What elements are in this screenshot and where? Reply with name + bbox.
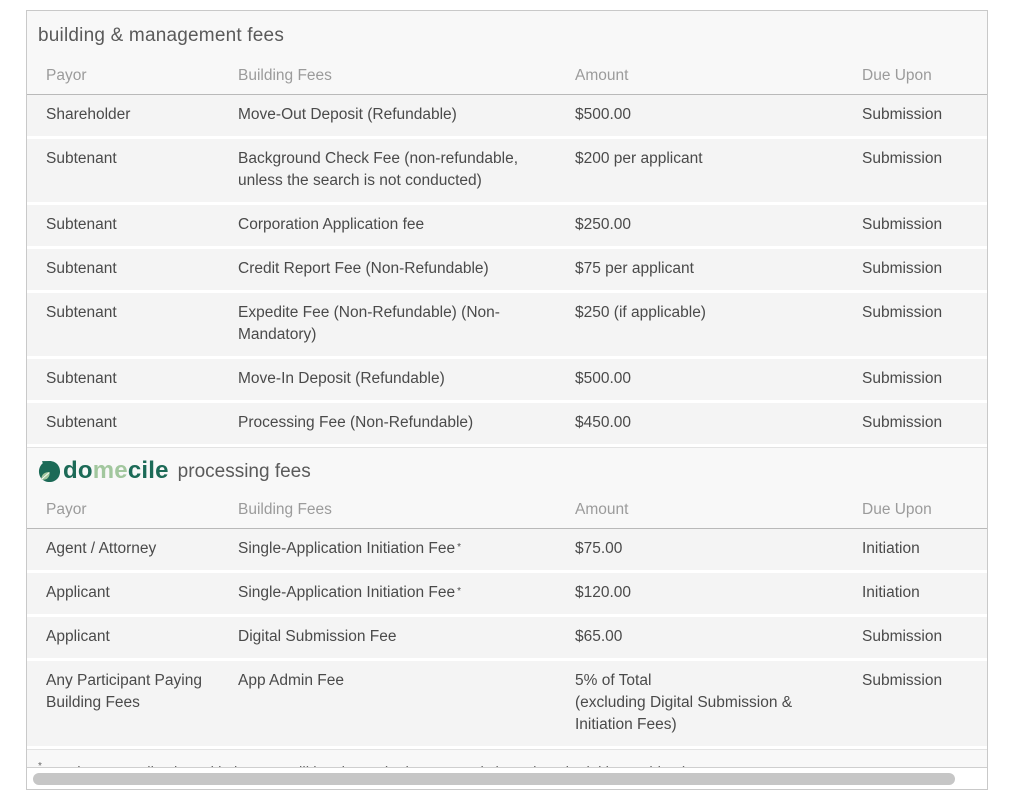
table-row — [27, 249, 987, 293]
amount-cell — [575, 626, 862, 648]
amount-cell — [575, 104, 862, 126]
amount-value: $120.00 — [575, 584, 632, 601]
amount-cell — [575, 538, 862, 560]
table-row — [27, 359, 987, 403]
table-row — [27, 529, 987, 573]
fees-panel — [26, 10, 988, 790]
payor-cell: Agent / Attorney — [46, 540, 157, 557]
logo-part: do — [63, 457, 93, 484]
table-row — [27, 293, 987, 359]
due-upon-cell: Submission — [862, 216, 943, 233]
column-header-building-fees: Building Fees — [238, 67, 332, 84]
amount-value: 5% of Total — [575, 672, 652, 689]
amount-value: $200 per applicant — [575, 150, 703, 167]
payor-cell: Subtenant — [46, 370, 117, 387]
fee-name-cell: App Admin Fee — [238, 672, 344, 689]
fee-name-cell: Expedite Fee (Non-Refundable) (Non-Mandatory) — [238, 304, 500, 343]
due-upon-cell: Submission — [862, 414, 943, 431]
amount-value: $65.00 — [575, 628, 623, 645]
payor-cell: Subtenant — [46, 150, 117, 167]
column-headers — [27, 493, 987, 529]
domecile-logo-icon — [38, 460, 61, 483]
fee-rows — [27, 529, 987, 749]
table-row — [27, 95, 987, 139]
logo-part: me — [92, 457, 128, 484]
horizontal-scrollbar-thumb[interactable] — [33, 773, 955, 785]
amount-value: $250.00 — [575, 216, 632, 233]
fee-name-cell: Credit Report Fee (Non-Refundable) — [238, 260, 489, 277]
amount-value: $500.00 — [575, 106, 632, 123]
amount-value: $500.00 — [575, 370, 632, 387]
table-row — [27, 661, 987, 749]
section-processing-fees — [27, 447, 987, 749]
due-upon-cell: Submission — [862, 106, 943, 123]
fee-name-cell: Background Check Fee (non-refundable, unless the search is not conducted) — [238, 150, 519, 189]
amount-cell — [575, 670, 862, 736]
payor-cell: Shareholder — [46, 106, 131, 123]
table-row — [27, 205, 987, 249]
payor-cell: Subtenant — [46, 414, 117, 431]
amount-value: $450.00 — [575, 414, 632, 431]
fee-rows — [27, 95, 987, 447]
amount-note: (excluding Digital Submission & Initiation Fees) — [575, 694, 793, 733]
payor-cell: Subtenant — [46, 216, 117, 233]
payor-cell: Subtenant — [46, 260, 117, 277]
due-upon-cell: Submission — [862, 628, 943, 645]
horizontal-scrollbar-track[interactable] — [27, 767, 987, 789]
table-row — [27, 573, 987, 617]
amount-cell — [575, 148, 862, 170]
fee-name-cell: Processing Fee (Non-Refundable) — [238, 414, 474, 431]
column-header-due-upon: Due Upon — [862, 67, 932, 84]
table-row — [27, 403, 987, 447]
payor-cell: Subtenant — [46, 304, 117, 321]
processing-fees-header — [27, 447, 987, 493]
amount-cell — [575, 214, 862, 236]
payor-cell: Any Participant Paying Building Fees — [46, 672, 202, 711]
due-upon-cell: Initiation — [862, 584, 920, 601]
section-title-building-management: building & management fees — [38, 25, 285, 46]
amount-cell — [575, 412, 862, 434]
fee-name-cell: Move-Out Deposit (Refundable) — [238, 106, 457, 123]
due-upon-cell: Submission — [862, 304, 943, 321]
amount-cell — [575, 582, 862, 604]
table-row — [27, 617, 987, 661]
payor-cell: Applicant — [46, 584, 110, 601]
amount-value: $75.00 — [575, 540, 623, 557]
due-upon-cell: Initiation — [862, 540, 920, 557]
column-header-amount: Amount — [575, 501, 629, 518]
amount-value: $75 per applicant — [575, 260, 694, 277]
amount-cell — [575, 258, 862, 280]
due-upon-cell: Submission — [862, 150, 943, 167]
column-header-amount: Amount — [575, 67, 629, 84]
fee-name-cell: Single-Application Initiation Fee * — [238, 540, 462, 557]
column-header-due-upon: Due Upon — [862, 501, 932, 518]
fee-name-cell: Digital Submission Fee — [238, 628, 397, 645]
column-header-building-fees: Building Fees — [238, 501, 332, 518]
amount-cell — [575, 368, 862, 390]
due-upon-cell: Submission — [862, 672, 943, 689]
table-row — [27, 139, 987, 205]
column-headers — [27, 59, 987, 95]
payor-cell: Applicant — [46, 628, 110, 645]
due-upon-cell: Submission — [862, 370, 943, 387]
domecile-logo-text — [63, 459, 169, 483]
column-header-payor: Payor — [46, 67, 87, 84]
column-header-payor: Payor — [46, 501, 87, 518]
amount-value: $250 (if applicable) — [575, 304, 706, 321]
section-building-management-fees — [27, 11, 987, 447]
section-title-processing: processing fees — [177, 461, 311, 482]
fee-name-cell: Corporation Application fee — [238, 216, 425, 233]
fee-name-cell: Single-Application Initiation Fee * — [238, 584, 462, 601]
amount-cell — [575, 302, 862, 324]
logo-part: cile — [127, 457, 169, 484]
due-upon-cell: Submission — [862, 260, 943, 277]
fee-name-cell: Move-In Deposit (Refundable) — [238, 370, 445, 387]
